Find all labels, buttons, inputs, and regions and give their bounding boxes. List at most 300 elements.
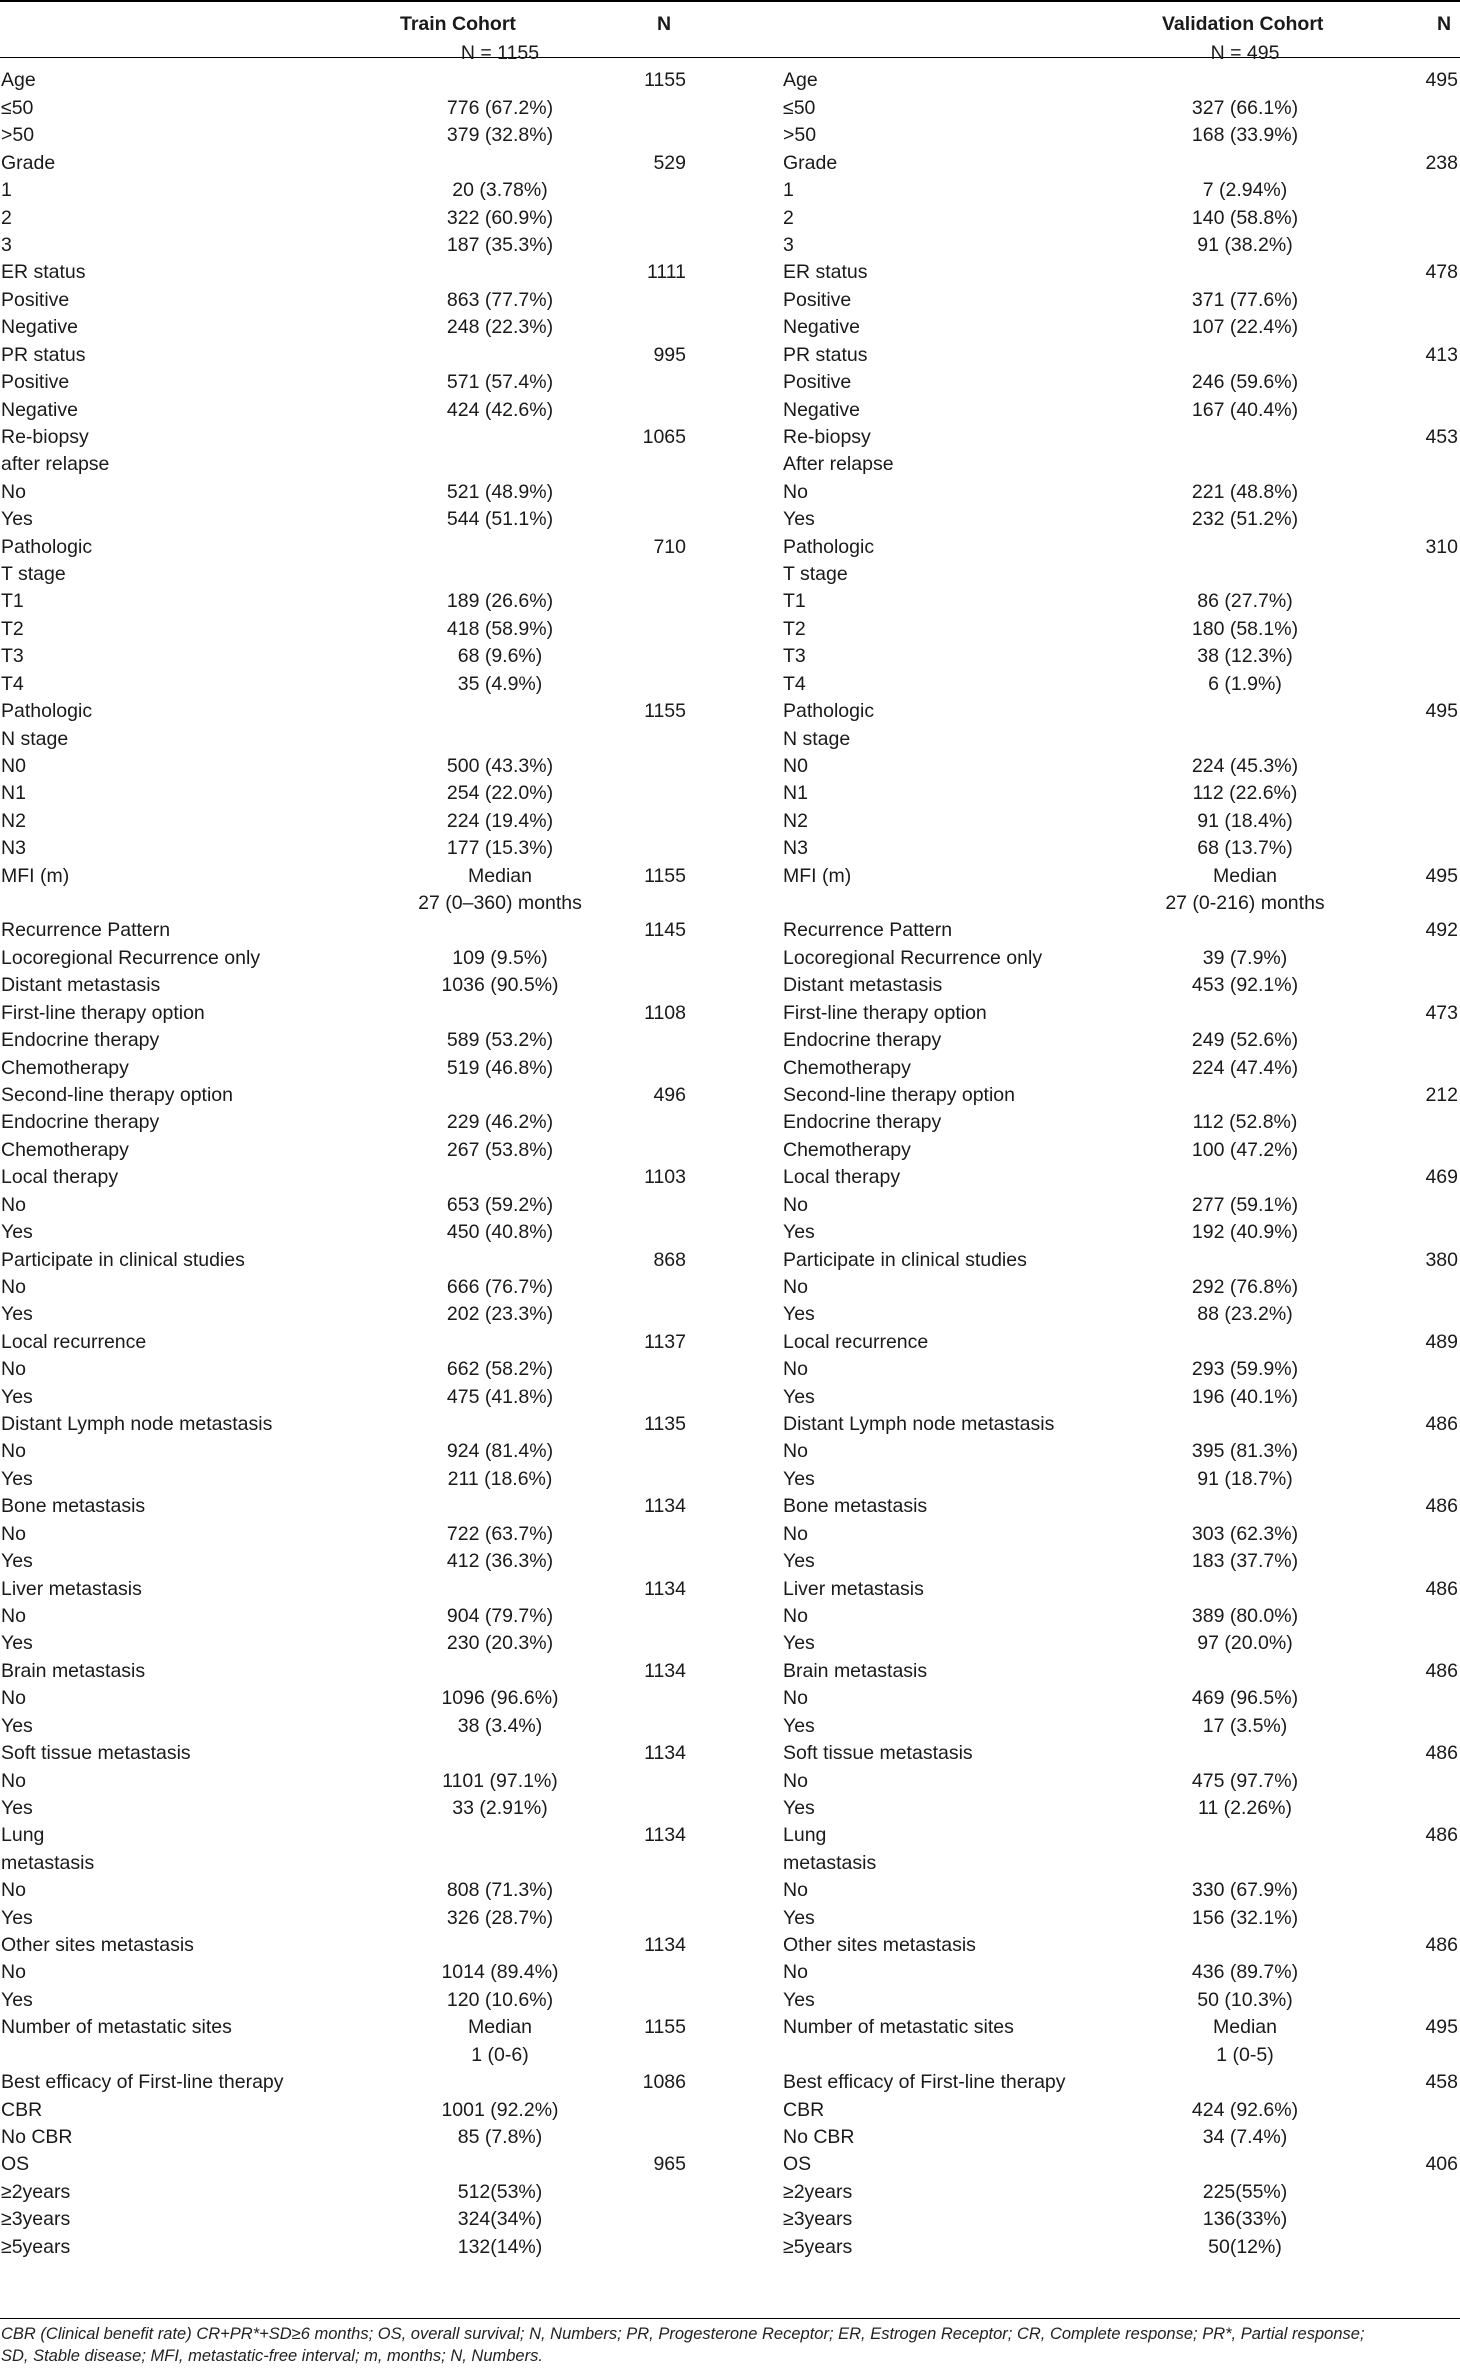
validation-label-cell: No: [783, 1440, 808, 1463]
train-value-cell: 229 (46.2%): [446, 1111, 554, 1134]
train-value-cell: 27 (0–360) months: [418, 892, 582, 914]
validation-value-cell: 6 (1.9%): [1208, 672, 1282, 695]
table-row: [0, 752, 1460, 779]
train-n-cell: 995: [653, 343, 686, 366]
table-row: [0, 779, 1460, 806]
table-row: [0, 149, 1460, 176]
validation-label-cell: Yes: [783, 1714, 815, 1737]
table-row: [0, 807, 1460, 834]
train-value-cell: 322 (60.9%): [446, 206, 554, 229]
validation-label-cell: No: [783, 1879, 808, 1902]
table-row: [0, 1273, 1460, 1300]
validation-value-cell: 136(33%): [1202, 2208, 1288, 2231]
validation-label-cell: ER status: [783, 261, 868, 284]
train-label-cell: PR status: [1, 343, 86, 366]
train-value-cell: 412 (36.3%): [446, 1550, 554, 1573]
train-label-cell: Pathologic: [1, 700, 93, 723]
validation-value-cell: 192 (40.9%): [1191, 1221, 1299, 1244]
train-label-cell: Liver metastasis: [1, 1577, 142, 1600]
train-value-cell: N = 1155: [460, 42, 540, 64]
train-label-cell: MFI (m): [1, 864, 70, 887]
train-value-cell: 666 (76.7%): [446, 1275, 554, 1298]
table-row: [0, 505, 1460, 532]
train-value-cell: 109 (9.5%): [452, 946, 548, 969]
train-label-cell: N stage: [1, 727, 69, 750]
table-row: [0, 1547, 1460, 1574]
train-n-cell: 1111: [646, 261, 686, 284]
train-label-cell: Locoregional Recurrence only: [1, 946, 261, 969]
train-value-cell: 20 (3.78%): [452, 179, 548, 202]
table-row: [0, 1657, 1460, 1684]
validation-value-cell: 68 (13.7%): [1197, 837, 1293, 860]
train-value-cell: 722 (63.7%): [446, 1522, 554, 1545]
validation-value-cell: 180 (58.1%): [1191, 617, 1299, 640]
validation-label-cell: No CBR: [783, 2125, 855, 2148]
train-n-cell: 1137: [644, 1330, 686, 1353]
table-row: [0, 1246, 1460, 1273]
footnote-line-2: SD, Stable disease; MFI, metastatic-free interval; m, months; N, Numbers.: [1, 2347, 543, 2365]
validation-label-cell: No: [783, 1687, 808, 1710]
validation-label-cell: Second-line therapy option: [783, 1084, 1015, 1106]
table-row: [0, 2178, 1460, 2205]
train-n-header: N: [657, 13, 672, 35]
validation-label-cell: CBR: [783, 2098, 825, 2121]
train-label-cell: >50: [1, 124, 35, 147]
validation-value-cell: 112 (22.6%): [1192, 782, 1298, 805]
train-label-cell: Brain metastasis: [1, 1659, 146, 1682]
train-label-cell: No CBR: [1, 2125, 73, 2148]
validation-value-cell: 91 (18.7%): [1197, 1467, 1293, 1490]
validation-value-cell: 436 (89.7%): [1191, 1961, 1299, 1984]
table-row: [0, 1712, 1460, 1739]
table-row: [0, 1026, 1460, 1053]
train-value-cell: 1014 (89.4%): [441, 1961, 559, 1984]
train-value-cell: 544 (51.1%): [446, 508, 554, 531]
validation-value-cell: 86 (27.7%): [1197, 590, 1293, 613]
validation-value-cell: 224 (47.4%): [1191, 1056, 1299, 1079]
table-row: [0, 1849, 1460, 1876]
train-label-cell: Positive: [1, 288, 70, 311]
table-row: [0, 231, 1460, 258]
train-value-cell: 1096 (96.6%): [441, 1687, 559, 1710]
validation-label-cell: No: [783, 480, 808, 503]
validation-label-cell: Liver metastasis: [783, 1577, 924, 1600]
train-value-cell: 224 (19.4%): [446, 809, 554, 832]
table-row: [0, 1410, 1460, 1437]
train-label-cell: Local recurrence: [1, 1330, 147, 1353]
train-label-cell: Chemotherapy: [1, 1138, 129, 1161]
table-row: [0, 642, 1460, 669]
validation-value-cell: 100 (47.2%): [1191, 1138, 1299, 1161]
validation-label-cell: First-line therapy option: [783, 1001, 987, 1024]
validation-value-cell: 246 (59.6%): [1191, 371, 1299, 393]
validation-label-cell: Chemotherapy: [783, 1056, 911, 1079]
table-row: [0, 971, 1460, 998]
train-label-cell: Distant Lymph node metastasis: [1, 1413, 273, 1435]
validation-value-cell: 277 (59.1%): [1191, 1193, 1299, 1216]
validation-value-cell: 88 (23.2%): [1197, 1303, 1293, 1326]
validation-value-cell: 327 (66.1%): [1191, 96, 1299, 119]
validation-label-cell: T stage: [783, 563, 848, 585]
train-label-cell: Soft tissue metastasis: [1, 1742, 191, 1764]
table-row: [0, 944, 1460, 971]
train-value-cell: 1001 (92.2%): [441, 2098, 559, 2121]
validation-n-cell: 310: [1425, 535, 1458, 558]
validation-label-cell: Locoregional Recurrence only: [783, 946, 1043, 969]
validation-label-cell: No: [783, 1275, 808, 1298]
validation-n-cell: 380: [1425, 1248, 1458, 1271]
train-label-cell: Yes: [1, 1714, 33, 1737]
train-value-cell: 132(14%): [457, 2235, 543, 2258]
validation-n-cell: 486: [1425, 1934, 1458, 1956]
validation-n-cell: 453: [1425, 425, 1458, 448]
validation-value-cell: 225(55%): [1202, 2180, 1288, 2203]
table-row: [0, 1904, 1460, 1931]
table-row: [0, 478, 1460, 505]
table-row: [0, 1602, 1460, 1629]
table-row: [0, 670, 1460, 697]
validation-value-cell: 39 (7.9%): [1202, 946, 1288, 969]
validation-label-cell: Grade: [783, 151, 838, 174]
validation-label-cell: No: [783, 1522, 808, 1545]
train-label-cell: No: [1, 1604, 26, 1627]
table-row: [0, 1108, 1460, 1135]
train-value-cell: 500 (43.3%): [446, 754, 554, 777]
validation-value-cell: 27 (0-216) months: [1165, 892, 1325, 914]
train-label-cell: ≤50: [1, 96, 34, 119]
validation-label-cell: Age: [783, 69, 818, 92]
train-n-cell: 1065: [642, 425, 686, 448]
validation-n-cell: 469: [1425, 1166, 1458, 1189]
table-row: [0, 423, 1460, 450]
table-row: [0, 1136, 1460, 1163]
validation-label-cell: OS: [783, 2153, 812, 2176]
train-label-cell: ≥3years: [1, 2208, 71, 2231]
train-label-cell: Positive: [1, 371, 70, 393]
table-row: [0, 2205, 1460, 2232]
train-value-cell: 924 (81.4%): [446, 1440, 554, 1463]
train-value-cell: 202 (23.3%): [446, 1303, 554, 1326]
validation-value-cell: 168 (33.9%): [1191, 124, 1299, 147]
validation-value-cell: 221 (48.8%): [1191, 480, 1299, 503]
validation-value-cell: 91 (38.2%): [1197, 233, 1293, 256]
validation-value-cell: 7 (2.94%): [1202, 179, 1288, 202]
train-value-cell: 776 (67.2%): [446, 96, 554, 119]
train-label-cell: No: [1, 1440, 26, 1463]
train-label-cell: No: [1, 1358, 26, 1381]
validation-value-cell: 156 (32.1%): [1191, 1906, 1299, 1929]
validation-n-cell: 495: [1425, 700, 1458, 723]
validation-value-cell: 50 (10.3%): [1197, 1988, 1293, 2011]
train-n-cell: 1145: [644, 919, 686, 942]
train-value-cell: 512(53%): [457, 2180, 543, 2203]
validation-label-cell: Negative: [783, 316, 860, 339]
train-value-cell: 1101 (97.1%): [442, 1769, 558, 1792]
table-row: [0, 1383, 1460, 1410]
train-n-cell: 1155: [644, 2016, 686, 2039]
validation-value-cell: 469 (96.5%): [1191, 1687, 1299, 1710]
train-label-cell: 3: [1, 233, 12, 256]
train-label-cell: No: [1, 1275, 26, 1298]
validation-n-cell: 478: [1425, 261, 1458, 284]
validation-label-cell: Yes: [783, 1550, 815, 1573]
train-label-cell: ≥5years: [1, 2235, 71, 2258]
validation-label-cell: Bone metastasis: [783, 1495, 928, 1518]
train-label-cell: N1: [1, 782, 26, 805]
table-row: [0, 121, 1460, 148]
validation-value-cell: 389 (80.0%): [1191, 1604, 1299, 1627]
validation-n-cell: 495: [1425, 2016, 1458, 2039]
train-label-cell: No: [1, 1961, 26, 1984]
train-label-cell: Lung: [1, 1824, 45, 1847]
table-row: [0, 1054, 1460, 1081]
train-value-cell: 33 (2.91%): [452, 1796, 548, 1819]
validation-value-cell: 50(12%): [1208, 2235, 1282, 2258]
train-n-cell: 1135: [644, 1413, 686, 1435]
table-row: [0, 1958, 1460, 1985]
validation-label-cell: 3: [783, 233, 794, 256]
train-value-cell: 418 (58.9%): [446, 617, 554, 640]
train-value-cell: 808 (71.3%): [446, 1879, 554, 1902]
train-label-cell: Yes: [1, 1221, 33, 1244]
train-value-cell: 177 (15.3%): [446, 837, 554, 860]
validation-value-cell: 107 (22.4%): [1191, 316, 1299, 339]
train-value-cell: 863 (77.7%): [446, 288, 554, 311]
table-row: [0, 560, 1460, 587]
validation-value-cell: 97 (20.0%): [1197, 1632, 1293, 1655]
train-label-cell: Yes: [1, 1303, 33, 1326]
train-label-cell: Recurrence Pattern: [1, 919, 171, 942]
table-row: [0, 2013, 1460, 2040]
train-label-cell: Yes: [1, 1906, 33, 1929]
train-label-cell: No: [1, 1687, 26, 1710]
validation-label-cell: After relapse: [783, 453, 894, 476]
train-n-cell: 496: [653, 1084, 686, 1106]
validation-label-cell: N stage: [783, 727, 851, 750]
table-row: [0, 1794, 1460, 1821]
table-row: [0, 66, 1460, 93]
validation-value-cell: 453 (92.1%): [1191, 974, 1299, 997]
train-value-cell: 450 (40.8%): [446, 1221, 554, 1244]
train-n-cell: 1134: [644, 1659, 686, 1682]
validation-label-cell: N1: [783, 782, 808, 805]
validation-n-cell: 212: [1425, 1084, 1458, 1106]
train-label-cell: Pathologic: [1, 535, 93, 558]
validation-label-cell: PR status: [783, 343, 868, 366]
table-row: [0, 1739, 1460, 1766]
train-value-cell: 1 (0-6): [471, 2043, 529, 2066]
table-row: [0, 862, 1460, 889]
validation-value-cell: 330 (67.9%): [1191, 1879, 1299, 1902]
validation-label-cell: Pathologic: [783, 700, 875, 723]
train-value-cell: 68 (9.6%): [457, 645, 543, 668]
validation-label-cell: ≤50: [783, 96, 816, 119]
train-label-cell: Age: [1, 69, 36, 92]
train-n-cell: 1134: [644, 1495, 686, 1518]
train-label-cell: CBR: [1, 2098, 43, 2121]
train-n-cell: 1103: [644, 1166, 686, 1189]
train-label-cell: No: [1, 1193, 26, 1216]
validation-label-cell: Local therapy: [783, 1166, 901, 1189]
validation-value-cell: 424 (92.6%): [1191, 2098, 1299, 2121]
train-label-cell: T1: [1, 590, 24, 613]
validation-n-cell: 495: [1425, 69, 1458, 92]
table-row: [0, 176, 1460, 203]
validation-n-cell: 486: [1425, 1495, 1458, 1518]
validation-label-cell: Yes: [783, 1906, 815, 1929]
table-row: [0, 1191, 1460, 1218]
validation-label-cell: Yes: [783, 1988, 815, 2011]
validation-label-cell: ≥5years: [783, 2235, 853, 2258]
validation-value-cell: 475 (97.7%): [1191, 1769, 1299, 1792]
table-row: [0, 1437, 1460, 1464]
table-row: [0, 1520, 1460, 1547]
validation-value-cell: 224 (45.3%): [1191, 754, 1299, 777]
train-label-cell: No: [1, 480, 26, 503]
validation-value-cell: Median: [1213, 2016, 1277, 2039]
train-label-cell: N0: [1, 754, 26, 777]
train-label-cell: 1: [1, 179, 12, 202]
train-value-cell: 267 (53.8%): [446, 1138, 554, 1161]
table-row: [0, 313, 1460, 340]
table-row: [0, 2041, 1460, 2068]
train-value-cell: 120 (10.6%): [446, 1988, 554, 2011]
validation-value-cell: 303 (62.3%): [1191, 1522, 1299, 1545]
validation-label-cell: MFI (m): [783, 864, 852, 887]
validation-n-cell: 406: [1425, 2153, 1458, 2176]
train-n-cell: 1086: [642, 2071, 686, 2094]
table-row: [0, 94, 1460, 121]
validation-label-cell: Re-biopsy: [783, 425, 871, 448]
validation-label-cell: No: [783, 1193, 808, 1216]
validation-label-cell: No: [783, 1961, 808, 1984]
table-row: [0, 725, 1460, 752]
table-row: [0, 834, 1460, 861]
train-label-cell: First-line therapy option: [1, 1001, 205, 1024]
train-n-cell: 529: [653, 151, 686, 174]
validation-label-cell: Number of metastatic sites: [783, 2016, 1014, 2039]
train-n-cell: 965: [653, 2153, 686, 2176]
validation-label-cell: Pathologic: [783, 535, 875, 558]
table-row: [0, 1081, 1460, 1108]
train-value-cell: 475 (41.8%): [446, 1385, 554, 1408]
table-row: [0, 615, 1460, 642]
table-row: [0, 1218, 1460, 1245]
train-label-cell: T stage: [1, 563, 66, 585]
validation-value-cell: 293 (59.9%): [1191, 1358, 1299, 1381]
validation-n-cell: 458: [1425, 2071, 1458, 2094]
validation-label-cell: Yes: [783, 508, 815, 531]
train-n-cell: 1134: [644, 1934, 686, 1956]
validation-value-cell: 249 (52.6%): [1191, 1029, 1299, 1052]
validation-value-cell: 167 (40.4%): [1191, 398, 1299, 421]
train-label-cell: No: [1, 1879, 26, 1902]
validation-label-cell: No: [783, 1604, 808, 1627]
table-row: [0, 204, 1460, 231]
validation-value-cell: Median: [1213, 864, 1277, 887]
train-label-cell: Second-line therapy option: [1, 1084, 233, 1106]
validation-n-cell: 413: [1425, 343, 1458, 366]
validation-label-cell: Participate in clinical studies: [783, 1248, 1027, 1271]
train-value-cell: 326 (28.7%): [446, 1906, 554, 1929]
table-row: [0, 2068, 1460, 2095]
validation-label-cell: Yes: [783, 1467, 815, 1490]
table-row: [0, 2233, 1460, 2260]
train-value-cell: 211 (18.6%): [447, 1467, 553, 1490]
train-value-cell: Median: [468, 864, 532, 887]
table-row: [0, 1767, 1460, 1794]
validation-value-cell: 11 (2.26%): [1198, 1796, 1292, 1819]
train-value-cell: 254 (22.0%): [446, 782, 554, 805]
train-label-cell: ≥2years: [1, 2180, 71, 2203]
validation-label-cell: metastasis: [783, 1851, 877, 1874]
train-label-cell: Yes: [1, 1988, 33, 2011]
train-label-cell: No: [1, 1522, 26, 1545]
validation-label-cell: T3: [783, 645, 806, 668]
table-row: [0, 1492, 1460, 1519]
validation-n-cell: 486: [1425, 1577, 1458, 1600]
validation-value-cell: 183 (37.7%): [1191, 1550, 1299, 1573]
validation-value-cell: 140 (58.8%): [1191, 206, 1299, 229]
train-n-cell: 1155: [644, 69, 686, 92]
validation-value-cell: 17 (3.5%): [1202, 1714, 1288, 1737]
train-value-cell: 189 (26.6%): [446, 590, 554, 613]
train-label-cell: T3: [1, 645, 24, 668]
table-row: [0, 1876, 1460, 1903]
train-value-cell: 230 (20.3%): [446, 1632, 554, 1655]
validation-label-cell: Soft tissue metastasis: [783, 1742, 973, 1764]
table-row: [0, 999, 1460, 1026]
train-n-cell: 1155: [644, 700, 686, 723]
table-row: [0, 341, 1460, 368]
validation-label-cell: >50: [783, 124, 817, 147]
train-label-cell: Yes: [1, 1632, 33, 1655]
bottom-rule: [0, 2318, 1460, 2319]
table-row: [0, 2123, 1460, 2150]
train-label-cell: Endocrine therapy: [1, 1111, 160, 1134]
train-value-cell: 424 (42.6%): [446, 398, 554, 421]
validation-n-cell: 486: [1425, 1824, 1458, 1847]
validation-label-cell: Negative: [783, 398, 860, 421]
table-row: [0, 1163, 1460, 1190]
top-rule: [0, 0, 1460, 2]
train-value-cell: 521 (48.9%): [446, 480, 554, 503]
train-value-cell: 379 (32.8%): [446, 124, 554, 147]
train-label-cell: No: [1, 1769, 26, 1792]
train-value-cell: 662 (58.2%): [446, 1358, 554, 1381]
validation-label-cell: Brain metastasis: [783, 1659, 928, 1682]
train-value-cell: 1036 (90.5%): [441, 974, 559, 997]
train-n-cell: 1108: [644, 1001, 686, 1024]
validation-label-cell: T1: [783, 590, 806, 613]
train-value-cell: 187 (35.3%): [446, 233, 554, 256]
table-row: [0, 39, 1460, 66]
train-label-cell: Endocrine therapy: [1, 1029, 160, 1052]
table-row: [0, 368, 1460, 395]
table-row: [0, 1629, 1460, 1656]
train-cohort-header: Train Cohort: [400, 13, 516, 35]
train-n-cell: 1134: [644, 1824, 686, 1847]
validation-n-header: N: [1437, 13, 1452, 35]
train-value-cell: 324(34%): [457, 2208, 543, 2231]
validation-label-cell: N2: [783, 809, 808, 832]
train-label-cell: Best efficacy of First-line therapy: [1, 2071, 284, 2094]
train-n-cell: 868: [653, 1248, 686, 1271]
train-label-cell: 2: [1, 206, 12, 229]
validation-value-cell: 38 (12.3%): [1197, 645, 1293, 668]
train-label-cell: Yes: [1, 1467, 33, 1490]
train-value-cell: 589 (53.2%): [446, 1029, 554, 1052]
